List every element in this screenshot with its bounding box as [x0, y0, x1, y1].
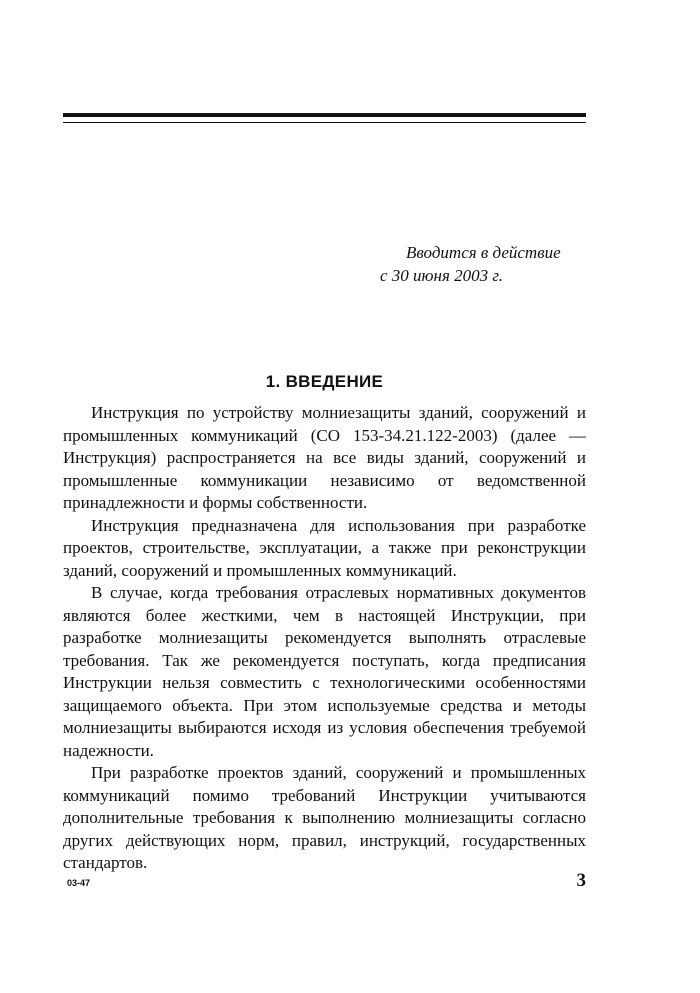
section-title: 1. ВВЕДЕНИЕ [265, 372, 384, 391]
page-number: 3 [576, 870, 586, 891]
header-rule-thick [63, 113, 586, 117]
body-text [63, 402, 586, 875]
paragraph: При разработке проектов зданий, сооружений и промышленных коммуникаций помимо требований Инструкции учитываются дополнительные требования к выполнению молниезащиты согласно других действующих норм, правил, инструкций, государственных стандартов. [63, 763, 586, 872]
footer-code: 03-47 [67, 878, 91, 888]
effective-date-note [380, 241, 584, 287]
header-rule-thin [63, 122, 586, 123]
paragraph: Инструкция предназначена для использования при разработке проектов, строительстве, эксплуатации, а также при реконструкции зданий, сооружений и промышленных коммуникаций. [63, 515, 586, 580]
paragraph: В случае, когда требования отраслевых нормативных документов являются более жесткими, чем в настоящей Инструкции, при разработке молниезащиты рекомендуется выполнять отраслевые требования. Так же рекомендуется поступать, когда предписания Инструкции нельзя совместить с технологическими особенностями защищаемого объекта. При этом используемые средства и методы молниезащиты выбираются исходя из условия обеспечения требуемой надежности. [63, 583, 586, 760]
paragraph: Инструкция по устройству молниезащиты зданий, сооружений и промышленных коммуникаций (СО 153-34.21.122-2003) (далее — Инструкция) распространяется на все виды зданий, сооружений и промышленные коммуникации независимо от ведомственной принадлежности и формы собственности. [63, 403, 586, 512]
effective-line-1: Вводится в действие [406, 243, 561, 262]
effective-line-2: с 30 июня 2003 г. [380, 266, 504, 285]
